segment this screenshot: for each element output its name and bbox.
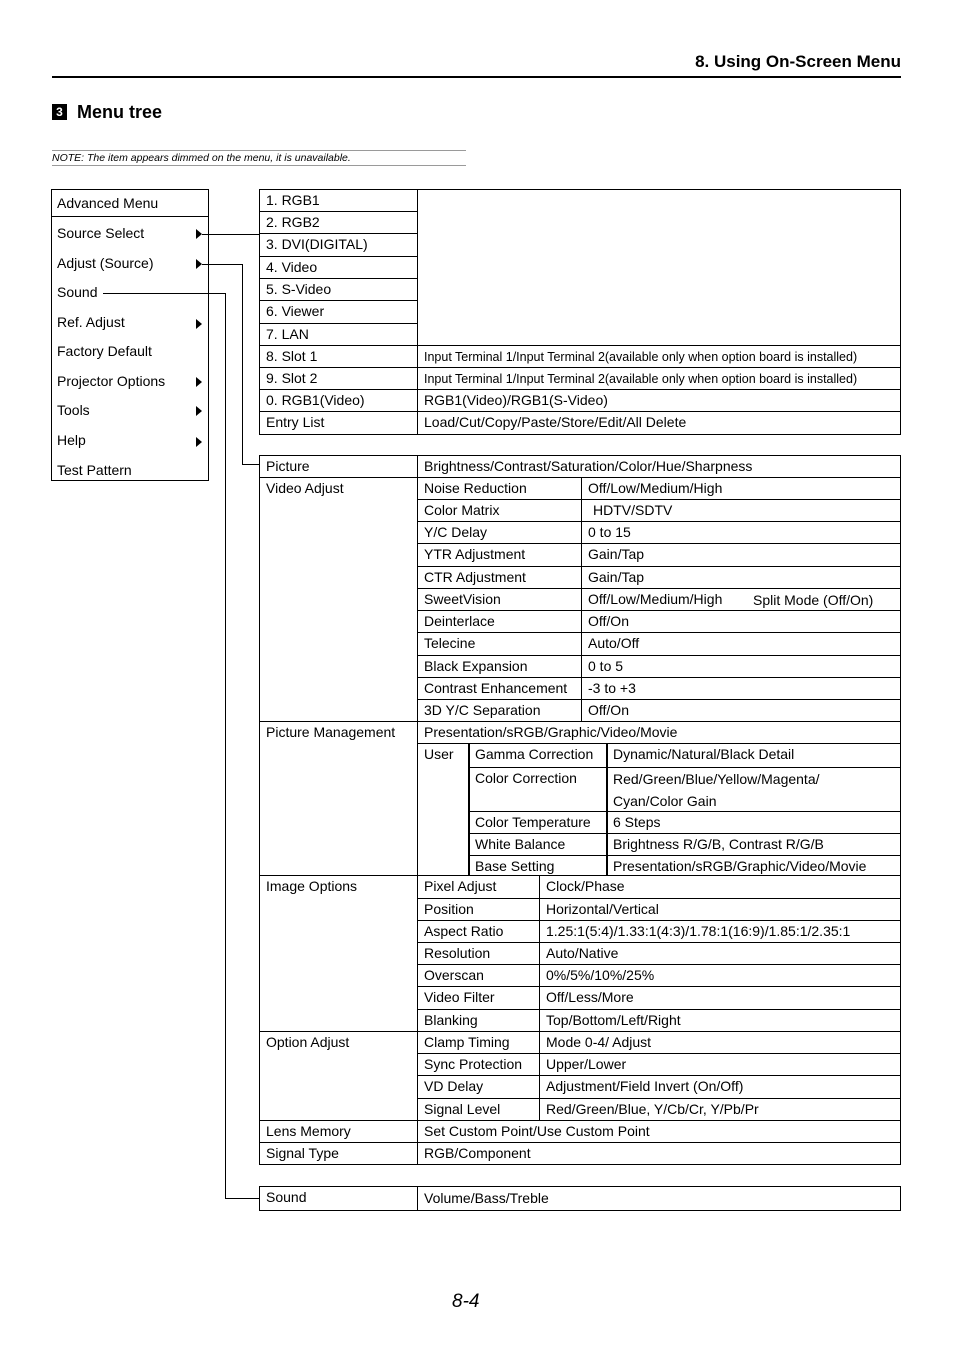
sub-value: Red/Green/Blue, Y/Cb/Cr, Y/Pb/Pr: [539, 1098, 901, 1121]
source-item: 4. Video: [259, 256, 418, 279]
sub-item: Gamma Correction: [468, 743, 608, 768]
connector-line: [225, 1198, 259, 1199]
sub-value: Off/Low/Medium/High: [581, 477, 901, 500]
source-item: 1. RGB1: [259, 189, 418, 212]
sub-item: Position: [417, 898, 540, 921]
source-value: Load/Cut/Copy/Paste/Store/Edit/All Delete: [417, 411, 901, 435]
sub-item: Sync Protection: [417, 1053, 540, 1076]
sub-item-user: User: [417, 743, 470, 876]
color-correction-line: Cyan/Color Gain: [613, 793, 717, 809]
submenu-arrow-icon: [196, 437, 202, 447]
sub-value: Adjustment/Field Invert (On/Off): [539, 1075, 901, 1099]
menu-item-adjust-source[interactable]: Adjust (Source): [57, 255, 154, 271]
sub-item: Blanking: [417, 1009, 540, 1032]
split-mode-option: Split Mode (Off/On): [753, 592, 874, 608]
sub-value: -3 to +3: [581, 677, 901, 700]
sub-item: YTR Adjustment: [417, 543, 582, 567]
sub-item: Black Expansion: [417, 655, 582, 678]
sub-value: Off/Less/More: [539, 986, 901, 1010]
connector-line: [202, 264, 242, 265]
source-item: 7. LAN: [259, 323, 418, 346]
adjust-value: Presentation/sRGB/Graphic/Video/Movie: [417, 721, 901, 744]
sub-item: White Balance: [468, 833, 608, 856]
adjust-value: Set Custom Point/Use Custom Point: [417, 1120, 901, 1143]
sub-value: Auto/Native: [539, 942, 901, 965]
sub-value: Dynamic/Natural/Black Detail: [606, 743, 901, 768]
menu-item-sound[interactable]: Sound: [57, 284, 98, 300]
sub-item: VD Delay: [417, 1075, 540, 1099]
sub-item: Contrast Enhancement: [417, 677, 582, 700]
adjust-category: Image Options: [259, 875, 418, 1032]
source-value: RGB1(Video)/RGB1(S-Video): [417, 389, 901, 412]
source-value: Input Terminal 1/Input Terminal 2(available only when option board is installed): [417, 345, 901, 368]
sub-value: Brightness R/G/B, Contrast R/G/B: [606, 833, 901, 856]
menu-item-help[interactable]: Help: [57, 432, 86, 448]
adjust-category: Picture Management: [259, 721, 418, 876]
sub-item: Telecine: [417, 632, 582, 656]
page-header-title: 8. Using On-Screen Menu: [695, 52, 901, 71]
section-number-badge: 3: [52, 104, 67, 120]
menu-item-source-select[interactable]: Source Select: [57, 225, 145, 241]
menu-item-test-pattern[interactable]: Test Pattern: [57, 462, 132, 478]
submenu-arrow-icon: [196, 319, 202, 329]
sub-item: Color Matrix: [417, 499, 582, 522]
adjust-value: RGB/Component: [417, 1142, 901, 1165]
source-item: 0. RGB1(Video): [259, 389, 418, 412]
sub-value: Gain/Tap: [581, 543, 901, 567]
advanced-menu-box: [51, 189, 209, 481]
sub-item: CTR Adjustment: [417, 566, 582, 589]
sub-value: Top/Bottom/Left/Right: [539, 1009, 901, 1032]
sub-item: Noise Reduction: [417, 477, 582, 500]
sub-item: Resolution: [417, 942, 540, 965]
source-item: 3. DVI(DIGITAL): [259, 233, 418, 257]
sub-item: Pixel Adjust: [417, 875, 540, 899]
connector-line: [242, 464, 259, 465]
sub-item: Deinterlace: [417, 610, 582, 633]
source-item: 8. Slot 1: [259, 345, 418, 368]
color-correction-line: Red/Green/Blue/Yellow/Magenta/: [613, 771, 820, 787]
adjust-category: Video Adjust: [259, 477, 418, 722]
sub-item: Aspect Ratio: [417, 920, 540, 943]
sub-item: Overscan: [417, 964, 540, 987]
sub-value: Clock/Phase: [539, 875, 901, 899]
menu-item-tools[interactable]: Tools: [57, 402, 90, 418]
submenu-arrow-icon: [196, 406, 202, 416]
advanced-menu-title: Advanced Menu: [57, 195, 159, 211]
source-item: 5. S-Video: [259, 278, 418, 301]
sub-value: [581, 588, 901, 611]
sub-item: Clamp Timing: [417, 1031, 540, 1054]
connector-line: [225, 293, 226, 1198]
source-item: 9. Slot 2: [259, 367, 418, 390]
sub-value: Gain/Tap: [581, 566, 901, 589]
sub-value: HDTV/SDTV: [581, 499, 901, 522]
sub-value: 0%/5%/10%/25%: [539, 964, 901, 987]
sound-value: Volume/Bass/Treble: [417, 1186, 901, 1211]
divider: [52, 216, 208, 217]
sub-value: Off/On: [581, 610, 901, 633]
adjust-category: Lens Memory: [259, 1120, 418, 1143]
sub-value: 6 Steps: [606, 811, 901, 834]
sub-item: Color Correction: [468, 767, 608, 812]
adjust-category: Picture: [259, 455, 418, 478]
connector-line: [103, 293, 225, 294]
source-item: 2. RGB2: [259, 211, 418, 234]
sub-value: 1.25:1(5:4)/1.33:1(4:3)/1.78:1(16:9)/1.85:1/2.35:1: [539, 920, 901, 943]
adjust-category: Signal Type: [259, 1142, 418, 1165]
sub-value: Auto/Off: [581, 632, 901, 656]
sub-value: [606, 767, 901, 812]
sub-item: 3D Y/C Separation: [417, 699, 582, 722]
adjust-value: Brightness/Contrast/Saturation/Color/Hue/Sharpness: [417, 455, 901, 478]
submenu-arrow-icon: [196, 377, 202, 387]
header-rule: [52, 76, 901, 78]
sub-item: Base Setting: [468, 855, 608, 876]
sub-value: Mode 0-4/ Adjust: [539, 1031, 901, 1054]
sound-label: Sound: [259, 1186, 418, 1211]
sub-value: Off/On: [581, 699, 901, 722]
sub-value: Upper/Lower: [539, 1053, 901, 1076]
menu-item-projector-options[interactable]: Projector Options: [57, 373, 166, 389]
section-title: Menu tree: [77, 102, 163, 122]
page-number: 8-4: [452, 1291, 480, 1312]
menu-item-ref-adjust[interactable]: Ref. Adjust: [57, 314, 125, 330]
note-text: NOTE: The item appears dimmed on the menu, it is unavailable.: [52, 150, 466, 166]
sub-item: Video Filter: [417, 986, 540, 1010]
sub-value: Presentation/sRGB/Graphic/Video/Movie: [606, 855, 901, 876]
sub-item: Signal Level: [417, 1098, 540, 1121]
sub-item: Color Temperature: [468, 811, 608, 834]
sub-value: 0 to 5: [581, 655, 901, 678]
sub-value: 0 to 15: [581, 521, 901, 544]
sub-value: Horizontal/Vertical: [539, 898, 901, 921]
source-item: 6. Viewer: [259, 300, 418, 324]
connector-line: [242, 264, 243, 464]
source-item: Entry List: [259, 411, 418, 435]
sub-item: Y/C Delay: [417, 521, 582, 544]
sub-item: SweetVision: [417, 588, 582, 611]
source-value: Input Terminal 1/Input Terminal 2(available only when option board is installed): [417, 367, 901, 390]
sweetvision-options: Off/Low/Medium/High: [588, 591, 723, 607]
adjust-category: Option Adjust: [259, 1031, 418, 1121]
connector-line: [202, 234, 259, 235]
menu-item-factory-default[interactable]: Factory Default: [57, 343, 152, 359]
